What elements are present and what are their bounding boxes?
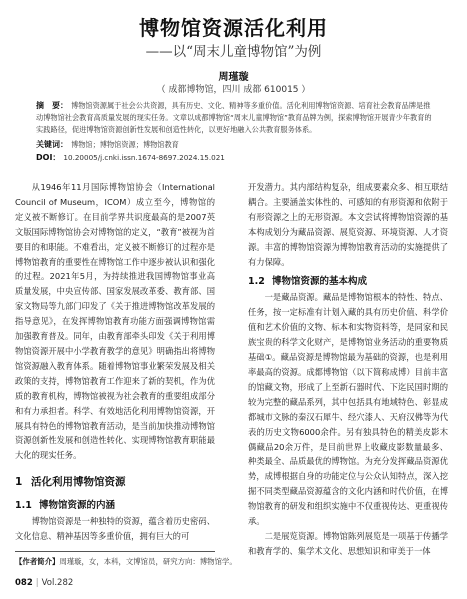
section-1-number: 1 (15, 476, 23, 489)
article-subtitle: ——以“周末儿童博物馆”为例 (145, 44, 322, 60)
intro-paragraph: 从1946年11月国际博物馆协会（International Council of Museum，ICOM）成立至今，博物馆的定义被不断修订。在目前学界共识度最高的是2007英文版国际博物馆协会对博物馆的定义，“教育”被视为首要目的和职能。不难看出，定义被不断修订的过程亦是博物馆教育的重要性在博物馆工作中逐步被认识和强化的过程。2021年5月，为持续推进我国博物馆事业高质量发展，中央宣传部、国家发展改革委、教育部、国家文物局等九部门印发了《关于推进博物馆改革发展的指导意见》，在发挥博物馆教育功能方面强调博物馆需加强教育普及。同年，由教育部牵头印发《关于利用博物馆资源开展中小学教育教学的意见》明确指出将博物馆资源融入教育体系。随着博物馆事业繁荣发展及相关政策的支持，博物馆教育工作迎来了新的契机，作为优质的教育机构，博物馆被视为社会教育的重要组成部分和有力承担者。科学、有效地活化利用博物馆资源，开展具有特色的博物馆教育活动，是当前加快推动博物馆资源创新性发展和创造性转化、实现博物馆教育职能最大化的现实任务。 (15, 182, 215, 461)
abstract (36, 100, 436, 135)
doi (36, 152, 436, 163)
page-number: 082 (15, 578, 33, 588)
section-1-title: 活化利用博物馆资源 (31, 476, 126, 489)
section-1-1-paragraph: 博物馆资源是一种独特的资源，蕴含着历史密码、文化信息、精神基因等多重价值，拥有巨大的可 (15, 516, 215, 542)
keywords (36, 139, 436, 150)
section-1-1-number: 1.1 (15, 500, 32, 512)
author-affiliation: （ 成都博物馆，四川 成都 610015 ） (156, 85, 311, 95)
author-bio-label: 【作者简介】 (15, 557, 60, 566)
abstract-text: 博物馆资源属于社会公共资源，具有历史、文化、精神等多重价值。活化利用博物馆资源、培育社会教育品牌是推动博物馆社会教育高质量发展的现实任务。文章以成都博物馆“周末儿童博物馆”教育品牌为例，探索博物馆开展青少年教育的实践路径，促进博物馆资源创新性发展和创造性转化，以更好地融入公共教育服务体系。 (36, 101, 432, 134)
article-title: 博物馆资源活化利用 (139, 16, 328, 40)
section-1-2-heading (248, 275, 448, 289)
exhibition-resources-paragraph: 二是展览资源。博物馆陈列展览是一项基于传播学和教育学的、集学术文化、思想知识和审美于一体 (248, 530, 448, 556)
doi-link[interactable]: 10.20005/j.cnki.issn.1674-8697.2024.15.021 (63, 153, 225, 162)
volume-number: Vol.282 (41, 578, 74, 588)
continued-paragraph: 开发潜力。其内部结构复杂，组成要素众多、相互联结耦合。主要涵盖实体性的、可感知的有形资源和依附于有形资源之上的无形资源。本文尝试将博物馆资源的基本构成划分为藏品资源、展览资源、环境资源、人才资源。丰富的博物馆资源为博物馆教育活动的实施提供了有力保障。 (248, 182, 448, 267)
abstract-label: 摘 要： (36, 101, 68, 110)
keywords-text: 博物馆；博物馆资源；博物馆教育 (71, 140, 179, 149)
author-name: 周瑾璇 (218, 72, 249, 83)
author-bio-footnote (15, 556, 237, 567)
doi-label: DOI： (36, 153, 61, 162)
collection-resources-paragraph: 一是藏品资源。藏品是博物馆根本的特性、特点、任务，按一定标准有计划入藏的具有历史价值、科学价值和艺术价值的文物、标本和实物资料等，是同家和民族宝贵的科学文化财产，是博物馆业务活动的重要物质基础①。藏品资源是博物馆最为基础的资源，也是利用率最高的资源。成都博物馆（以下简称成博）目前丰富的馆藏文物，形成了上至新石器时代、下迄民国时期的较为完整的藏品系列，其中包括具有地域特色、彰显成都城市文脉的秦汉石犀牛、经穴漆人、天府汉佛等为代表的历史文物6000余件。另有独具特色的精美皮影木偶藏品20余万件，是目前世界上收藏皮影数量最多、种类最全、品质最优的博物馆。为充分发挥藏品资源优势，成博根据自身的功能定位与公众认知特点，深入挖掘不同类型藏品资源蕴含的文化内涵和时代价值，在博物馆教育的研发和组织实施中不仅重视传达、更重视传承。 (248, 292, 448, 527)
section-1-1-heading (15, 499, 215, 513)
left-column (15, 180, 215, 544)
footer-separator: | (35, 578, 39, 588)
section-1-2-title: 博物馆资源的基本构成 (272, 276, 368, 288)
keywords-label: 关键词： (36, 140, 68, 149)
section-1-2-number: 1.2 (248, 276, 265, 288)
page-footer (15, 578, 73, 588)
right-column (248, 180, 448, 559)
footnote-divider (15, 551, 215, 552)
section-1-1-title: 博物馆资源的内涵 (39, 500, 116, 512)
author-bio-text: 周瑾璇，女，本科，文博馆员，研究方向：博物馆学。 (59, 557, 237, 566)
section-1-heading (15, 475, 215, 489)
